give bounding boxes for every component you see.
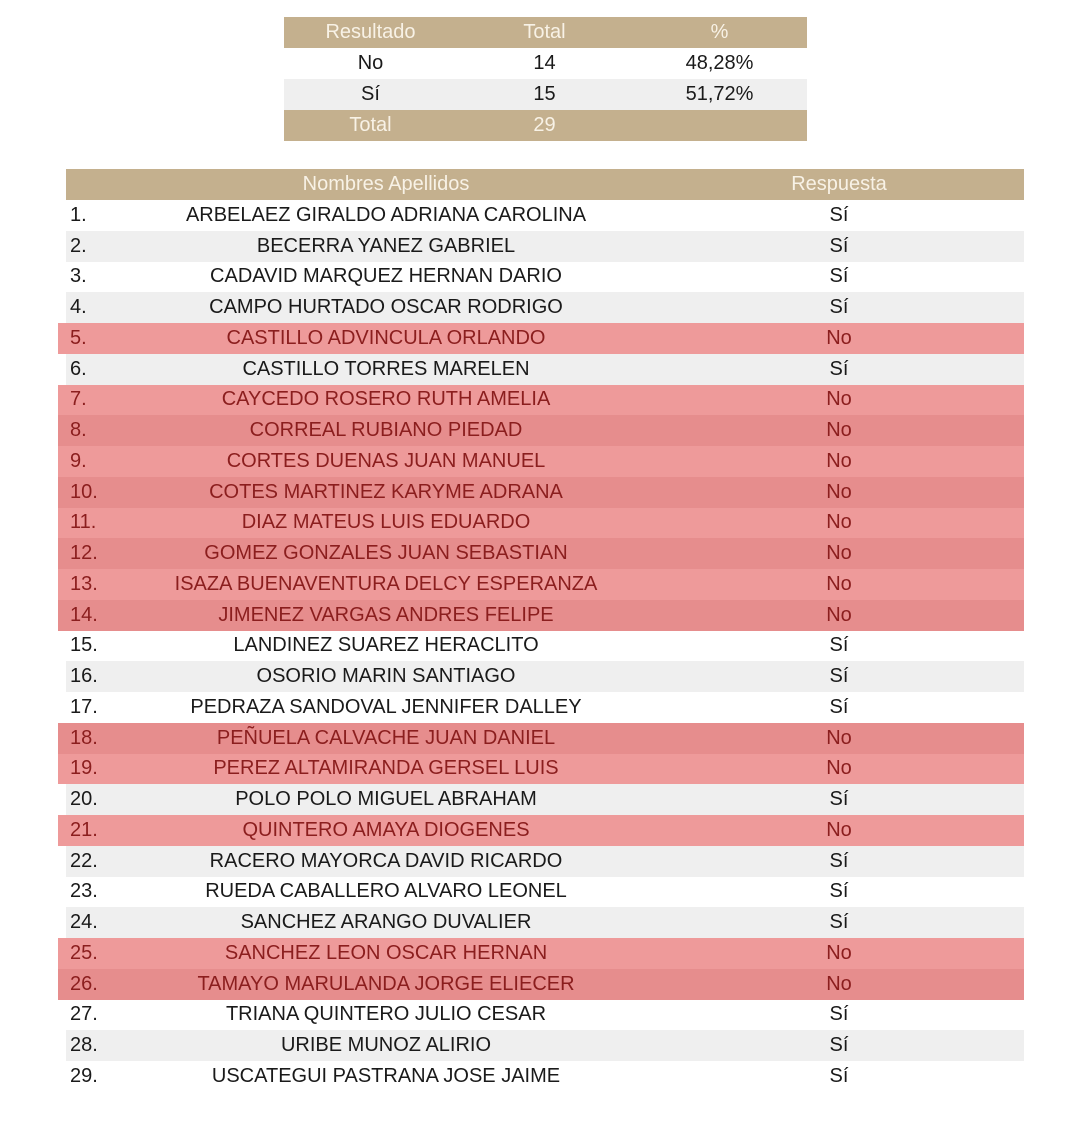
row-name: BECERRA YANEZ GABRIEL [256, 234, 516, 257]
row-number: 17. [70, 695, 98, 718]
row-answer: Sí [829, 296, 849, 319]
row-name: RUEDA CABALLERO ALVARO LEONEL [205, 880, 567, 903]
row-answer: No [826, 419, 852, 442]
row-answer: Sí [829, 634, 849, 657]
row-name: RACERO MAYORCA DAVID RICARDO [209, 849, 563, 872]
row-answer: Sí [829, 1003, 849, 1026]
summary-header-row [284, 17, 807, 48]
summary-footer-label: Total [349, 114, 392, 136]
row-name: TAMAYO MARULANDA JORGE ELIECER [197, 972, 575, 995]
row-name: CAMPO HURTADO OSCAR RODRIGO [209, 296, 563, 319]
row-number: 5. [70, 326, 87, 349]
summary-total: 14 [533, 52, 556, 74]
table-row [66, 877, 1024, 908]
list-body [66, 200, 1024, 1092]
summary-resultado: No [357, 52, 384, 74]
row-name: CAYCEDO ROSERO RUTH AMELIA [221, 388, 551, 411]
row-number: 8. [70, 419, 87, 442]
row-number: 3. [70, 265, 87, 288]
row-number: 12. [70, 542, 98, 565]
row-answer: Sí [829, 665, 849, 688]
table-row [58, 938, 1024, 969]
row-answer: Sí [829, 849, 849, 872]
row-answer: Sí [829, 880, 849, 903]
summary-row-si [284, 79, 807, 110]
row-answer: Sí [829, 203, 849, 226]
row-answer: No [826, 326, 852, 349]
row-number: 13. [70, 572, 98, 595]
row-answer: No [826, 480, 852, 503]
row-answer: Sí [829, 911, 849, 934]
row-number: 25. [70, 941, 98, 964]
table-row [58, 754, 1024, 785]
row-answer: No [826, 542, 852, 565]
table-row [66, 1030, 1024, 1061]
row-name: QUINTERO AMAYA DIOGENES [242, 818, 530, 841]
row-name: PEÑUELA CALVACHE JUAN DANIEL [216, 726, 556, 749]
table-row [58, 600, 1024, 631]
row-name: LANDINEZ SUAREZ HERACLITO [233, 634, 539, 657]
summary-header-total: Total [523, 21, 566, 43]
row-number: 9. [70, 449, 87, 472]
summary-resultado: Sí [361, 83, 380, 105]
table-row [66, 262, 1024, 293]
table-row [66, 231, 1024, 262]
row-name: PEDRAZA SANDOVAL JENNIFER DALLEY [190, 695, 582, 718]
row-answer: No [826, 972, 852, 995]
table-row [66, 846, 1024, 877]
row-name: OSORIO MARIN SANTIAGO [256, 665, 516, 688]
row-name: POLO POLO MIGUEL ABRAHAM [235, 788, 537, 811]
table-row [58, 323, 1024, 354]
row-name: PEREZ ALTAMIRANDA GERSEL LUIS [213, 757, 559, 780]
table-row [66, 200, 1024, 231]
table-row [58, 446, 1024, 477]
table-row [66, 907, 1024, 938]
row-number: 24. [70, 911, 98, 934]
row-answer: Sí [829, 788, 849, 811]
table-row [66, 784, 1024, 815]
table-row [58, 508, 1024, 539]
table-row [66, 1000, 1024, 1031]
table-row [58, 477, 1024, 508]
summary-header-resultado: Resultado [325, 21, 416, 43]
row-answer: No [826, 511, 852, 534]
table-row [58, 415, 1024, 446]
row-name: TRIANA QUINTERO JULIO CESAR [225, 1003, 547, 1026]
table-row [66, 1061, 1024, 1092]
row-name: CORREAL RUBIANO PIEDAD [249, 419, 523, 442]
row-answer: No [826, 818, 852, 841]
list-header-name: Nombres Apellidos [302, 173, 470, 195]
row-number: 7. [70, 388, 87, 411]
row-number: 10. [70, 480, 98, 503]
row-number: 28. [70, 1034, 98, 1057]
row-number: 21. [70, 818, 98, 841]
table-row [58, 538, 1024, 569]
row-number: 2. [70, 234, 87, 257]
row-answer: No [826, 449, 852, 472]
table-row [58, 385, 1024, 416]
summary-table [284, 17, 807, 141]
row-answer: Sí [829, 1034, 849, 1057]
row-number: 22. [70, 849, 98, 872]
row-number: 18. [70, 726, 98, 749]
row-number: 23. [70, 880, 98, 903]
row-name: CASTILLO ADVINCULA ORLANDO [226, 326, 546, 349]
summary-row-no [284, 48, 807, 79]
row-name: SANCHEZ ARANGO DUVALIER [240, 911, 532, 934]
row-answer: No [826, 941, 852, 964]
row-answer: Sí [829, 1064, 849, 1087]
row-number: 15. [70, 634, 98, 657]
row-name: SANCHEZ LEON OSCAR HERNAN [224, 941, 548, 964]
row-name: USCATEGUI PASTRANA JOSE JAIME [211, 1064, 561, 1087]
row-number: 27. [70, 1003, 98, 1026]
row-number: 26. [70, 972, 98, 995]
row-number: 4. [70, 296, 87, 319]
row-answer: No [826, 603, 852, 626]
row-number: 20. [70, 788, 98, 811]
row-answer: Sí [829, 234, 849, 257]
summary-percent: 48,28% [685, 52, 754, 74]
vote-list-table [66, 169, 1024, 1092]
row-name: URIBE MUNOZ ALIRIO [280, 1034, 492, 1057]
row-answer: No [826, 757, 852, 780]
row-number: 16. [70, 665, 98, 688]
row-number: 29. [70, 1064, 98, 1087]
list-header-answer: Respuesta [791, 173, 887, 195]
row-name: CASTILLO TORRES MARELEN [242, 357, 530, 380]
summary-total: 15 [533, 83, 556, 105]
table-row [58, 815, 1024, 846]
summary-percent: 51,72% [685, 83, 754, 105]
summary-footer-total: 29 [533, 114, 556, 136]
row-answer: Sí [829, 265, 849, 288]
row-number: 11. [70, 511, 97, 534]
row-answer: No [826, 388, 852, 411]
table-row [58, 723, 1024, 754]
row-name: GOMEZ GONZALES JUAN SEBASTIAN [204, 542, 568, 565]
row-answer: Sí [829, 695, 849, 718]
row-name: JIMENEZ VARGAS ANDRES FELIPE [218, 603, 554, 626]
row-answer: No [826, 572, 852, 595]
table-row [66, 692, 1024, 723]
table-row [66, 631, 1024, 662]
row-answer: Sí [829, 357, 849, 380]
table-row [58, 969, 1024, 1000]
row-number: 14. [70, 603, 98, 626]
row-number: 6. [70, 357, 87, 380]
table-row [66, 661, 1024, 692]
table-row [66, 354, 1024, 385]
list-header-row [66, 169, 1024, 200]
table-row [58, 569, 1024, 600]
row-answer: No [826, 726, 852, 749]
summary-header-percent: % [710, 21, 729, 43]
row-number: 1. [70, 203, 87, 226]
summary-footer-row [284, 110, 807, 141]
row-name: DIAZ MATEUS LUIS EDUARDO [241, 511, 531, 534]
table-row [66, 292, 1024, 323]
row-name: COTES MARTINEZ KARYME ADRANA [209, 480, 563, 503]
row-name: CADAVID MARQUEZ HERNAN DARIO [210, 265, 562, 288]
row-name: ARBELAEZ GIRALDO ADRIANA CAROLINA [185, 203, 587, 226]
row-name: ISAZA BUENAVENTURA DELCY ESPERANZA [174, 572, 598, 595]
row-name: CORTES DUENAS JUAN MANUEL [226, 449, 546, 472]
row-number: 19. [70, 757, 98, 780]
